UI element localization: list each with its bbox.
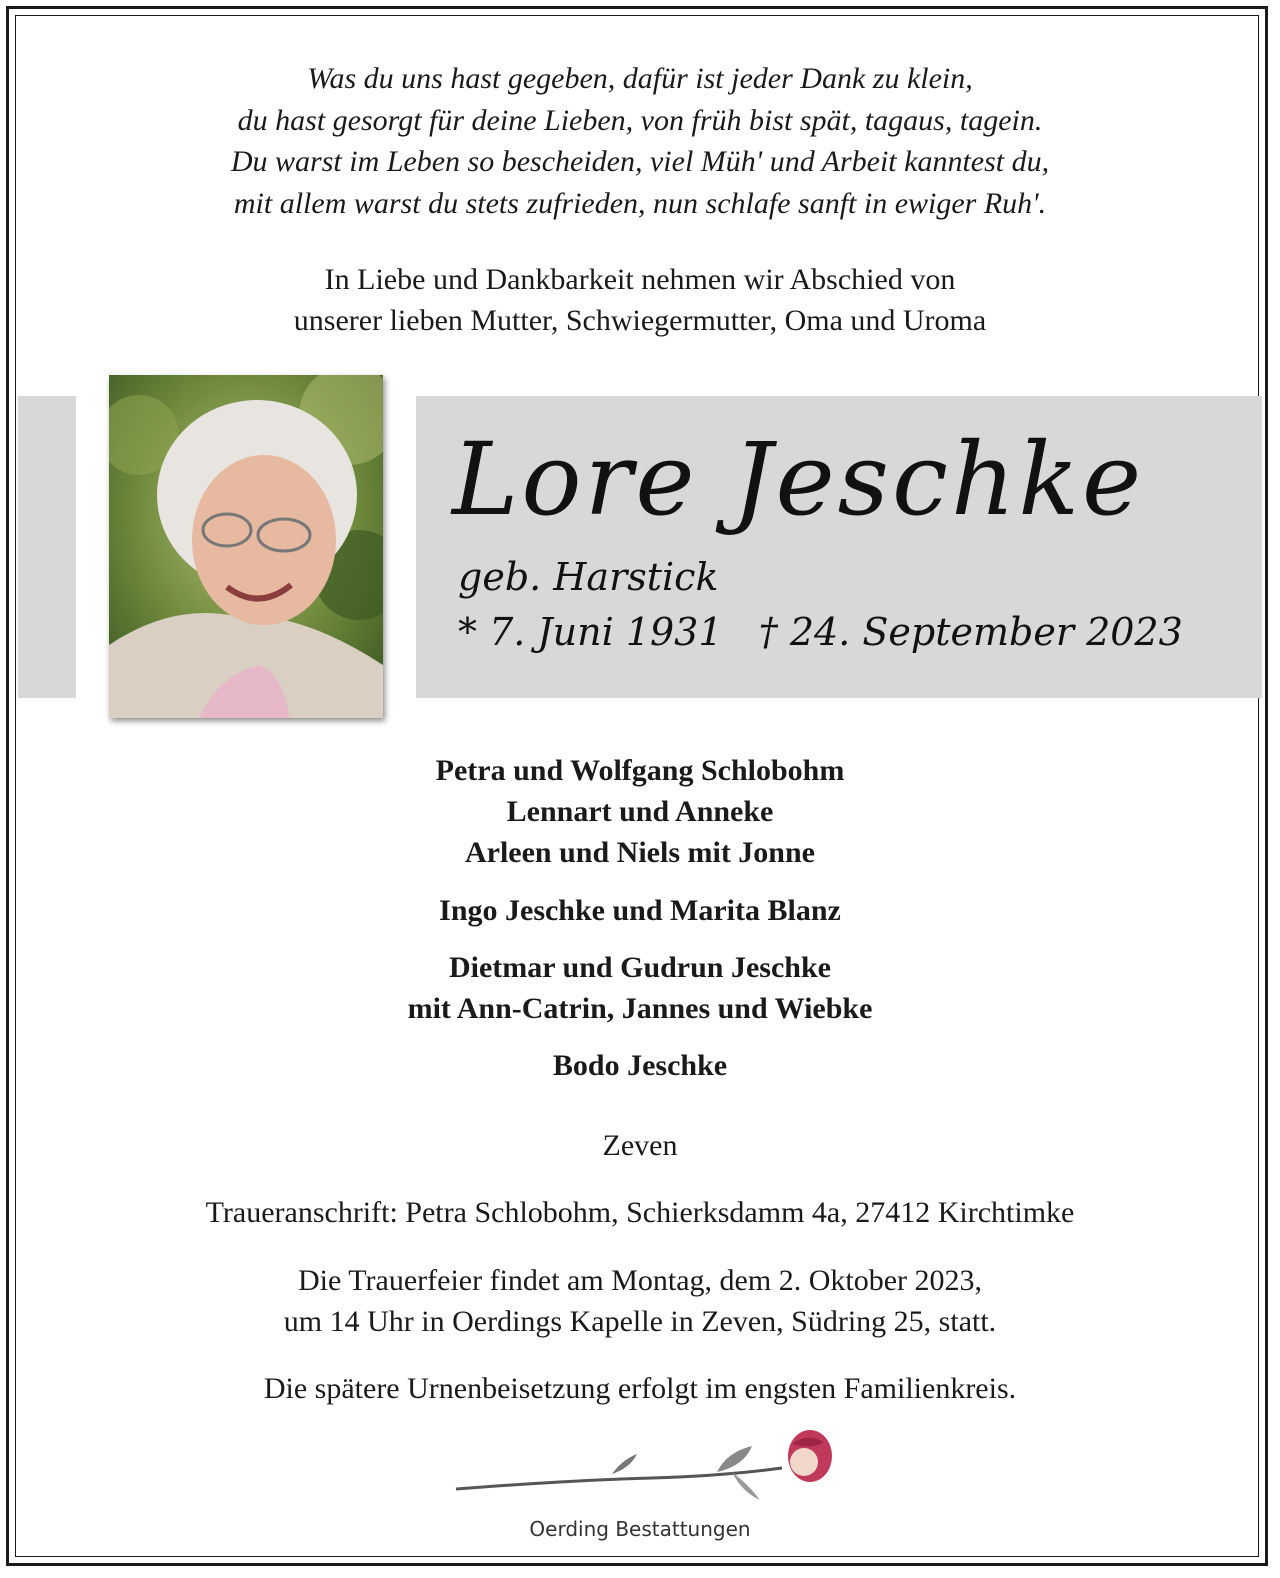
burial-note: Die spätere Urnenbeisetzung erfolgt im engsten Familienkreis. (263, 1372, 1017, 1405)
portrait-photo (109, 375, 383, 718)
life-dates (458, 610, 1183, 654)
family-group-4 (0, 1045, 1280, 1086)
deceased-name: Lore Jeschke (452, 421, 1145, 538)
rose-logo (452, 1422, 836, 1518)
birth-name: geb. Harstick (458, 555, 719, 599)
family-group-3 (0, 947, 1280, 1029)
birth-date: * 7. Juni 1931 (458, 610, 723, 654)
family-group-2 (0, 890, 1280, 931)
family-line: Ingo Jeschke und Marita Blanz (439, 894, 841, 927)
ceremony-line: um 14 Uhr in Oerdings Kapelle in Zeven, Südring 25, statt. (283, 1305, 997, 1338)
intro-line: unserer lieben Mutter, Schwiegermutter, Oma und Uroma (293, 304, 987, 337)
mourning-address: Traueranschrift: Petra Schlobohm, Schierksdamm 4a, 27412 Kirchtimke (205, 1196, 1075, 1229)
grey-band-left (18, 396, 76, 698)
poem-line: Was du uns hast gegeben, dafür ist jeder Dank zu klein, (307, 62, 973, 95)
intro-line: In Liebe und Dankbarkeit nehmen wir Abschied von (324, 263, 956, 296)
place: Zeven (602, 1129, 678, 1162)
family-line: Arleen und Niels mit Jonne (464, 836, 815, 869)
poem-line: Du warst im Leben so bescheiden, viel Müh' und Arbeit kanntest du, (230, 145, 1050, 178)
undertaker-name: Oerding Bestattungen (529, 1517, 751, 1541)
death-date: † 24. September 2023 (758, 610, 1183, 654)
ceremony-line: Die Trauerfeier findet am Montag, dem 2. Oktober 2023, (297, 1264, 982, 1297)
poem-line: mit allem warst du stets zufrieden, nun schlafe sanft in ewiger Ruh'. (233, 186, 1047, 220)
family-line: Petra und Wolfgang Schlobohm (435, 754, 845, 787)
family-group-1 (0, 750, 1280, 873)
poem (0, 58, 1280, 224)
family-line: Bodo Jeschke (552, 1049, 728, 1082)
family-line: Lennart und Anneke (506, 795, 774, 828)
poem-line: du hast gesorgt für deine Lieben, von früh bist spät, tagaus, tagein. (237, 103, 1043, 137)
ceremony-info (0, 1260, 1280, 1342)
family-line: mit Ann-Catrin, Jannes und Wiebke (407, 992, 873, 1025)
intro-text (0, 259, 1280, 341)
family-line: Dietmar und Gudrun Jeschke (448, 951, 831, 984)
